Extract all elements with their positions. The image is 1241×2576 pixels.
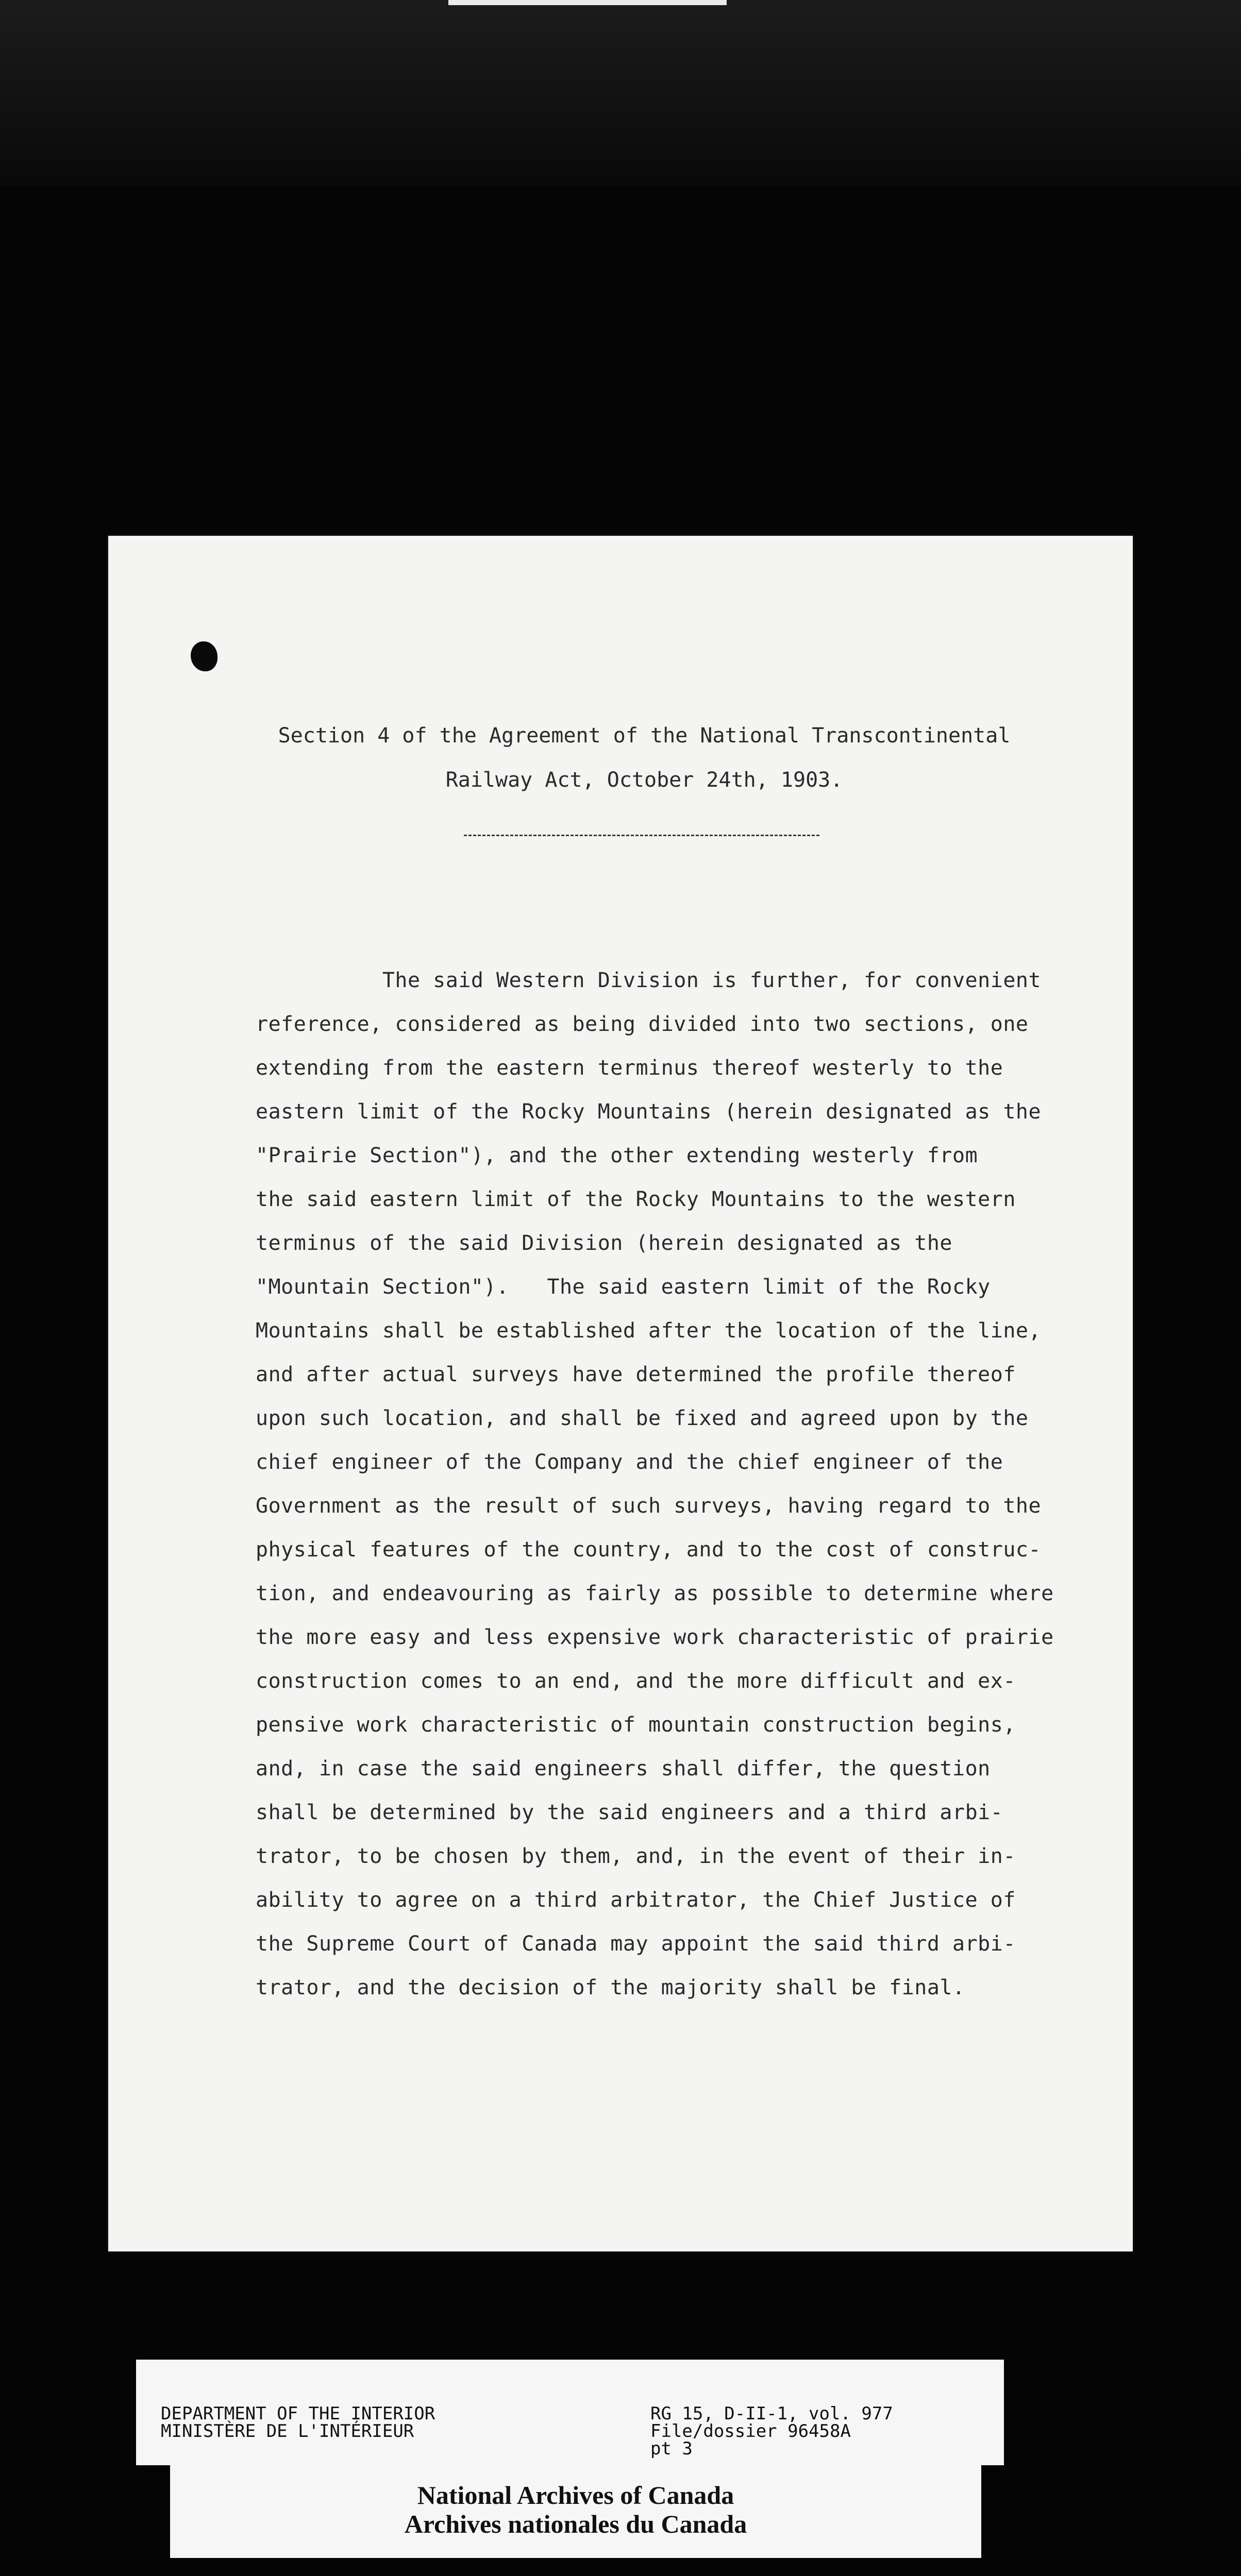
body-text-line: chief engineer of the Company and the chief engineer of the (256, 1450, 1003, 1474)
body-text-line: the more easy and less expensive work characteristic of prairie (256, 1625, 1054, 1649)
part-reference: pt 3 (650, 2438, 693, 2459)
body-text-line: trator, to be chosen by them, and, in the event of their in- (256, 1844, 1016, 1868)
body-text-line: physical features of the country, and to the cost of construc- (256, 1538, 1042, 1562)
body-text-line: the said eastern limit of the Rocky Mountains to the western (256, 1188, 1016, 1211)
reference-block (650, 2405, 893, 2458)
document-heading (258, 714, 1031, 802)
record-group-reference: RG 15, D-II-1, vol. 977 (650, 2403, 893, 2424)
body-text-line: terminus of the said Division (herein designated as the (256, 1231, 953, 1255)
body-text-line: Government as the result of such surveys, having regard to the (256, 1494, 1042, 1518)
heading-line-2: Railway Act, October 24th, 1903. (445, 768, 843, 792)
body-text-line: ability to agree on a third arbitrator, the Chief Justice of (256, 1888, 1016, 1912)
punch-hole-mark (191, 641, 217, 671)
adjacent-page-edge (448, 0, 727, 5)
body-text-line: shall be determined by the said engineers and a third arbi- (256, 1801, 1003, 1824)
body-text-line: Mountains shall be established after the location of the line, (256, 1319, 1042, 1343)
department-english: DEPARTMENT OF THE INTERIOR (161, 2403, 435, 2424)
body-text-line: "Mountain Section"). The said eastern limit of the Rocky (256, 1275, 991, 1299)
department-french: MINISTÈRE DE L'INTÉRIEUR (161, 2421, 414, 2442)
department-block (161, 2405, 435, 2440)
archive-reference-label (136, 2360, 1004, 2465)
archive-name-french: Archives nationales du Canada (404, 2510, 747, 2538)
archive-name-english: National Archives of Canada (417, 2481, 734, 2510)
scan-background-top (0, 0, 1241, 185)
body-text-line: pensive work characteristic of mountain construction begins, (256, 1713, 1016, 1737)
body-text-line: eastern limit of the Rocky Mountains (herein designated as the (256, 1100, 1042, 1124)
body-text-line: "Prairie Section"), and the other extending westerly from (256, 1144, 978, 1167)
body-text-line: and after actual surveys have determined the profile thereof (256, 1363, 1016, 1386)
body-text-line: the Supreme Court of Canada may appoint the said third arbi- (256, 1932, 1016, 1956)
body-text-line: trator, and the decision of the majority shall be final. (256, 1976, 965, 1999)
body-text-line: upon such location, and shall be fixed and agreed upon by the (256, 1406, 1029, 1430)
heading-line-1: Section 4 of the Agreement of the National Transcontinental (278, 724, 1011, 748)
file-dossier-reference: File/dossier 96458A (650, 2421, 851, 2442)
body-text-line: and, in case the said engineers shall differ, the question (256, 1757, 991, 1781)
body-text-line: construction comes to an end, and the more difficult and ex- (256, 1669, 1016, 1693)
document-page (108, 536, 1133, 2251)
heading-divider (464, 835, 819, 836)
body-text-line: extending from the eastern terminus thereof westerly to the (256, 1056, 1003, 1080)
body-text-line: The said Western Division is further, for convenient (256, 969, 1042, 992)
archive-name-card (170, 2465, 981, 2558)
body-text-line: tion, and endeavouring as fairly as possible to determine where (256, 1582, 1054, 1605)
body-text-line: reference, considered as being divided into two sections, one (256, 1012, 1029, 1036)
